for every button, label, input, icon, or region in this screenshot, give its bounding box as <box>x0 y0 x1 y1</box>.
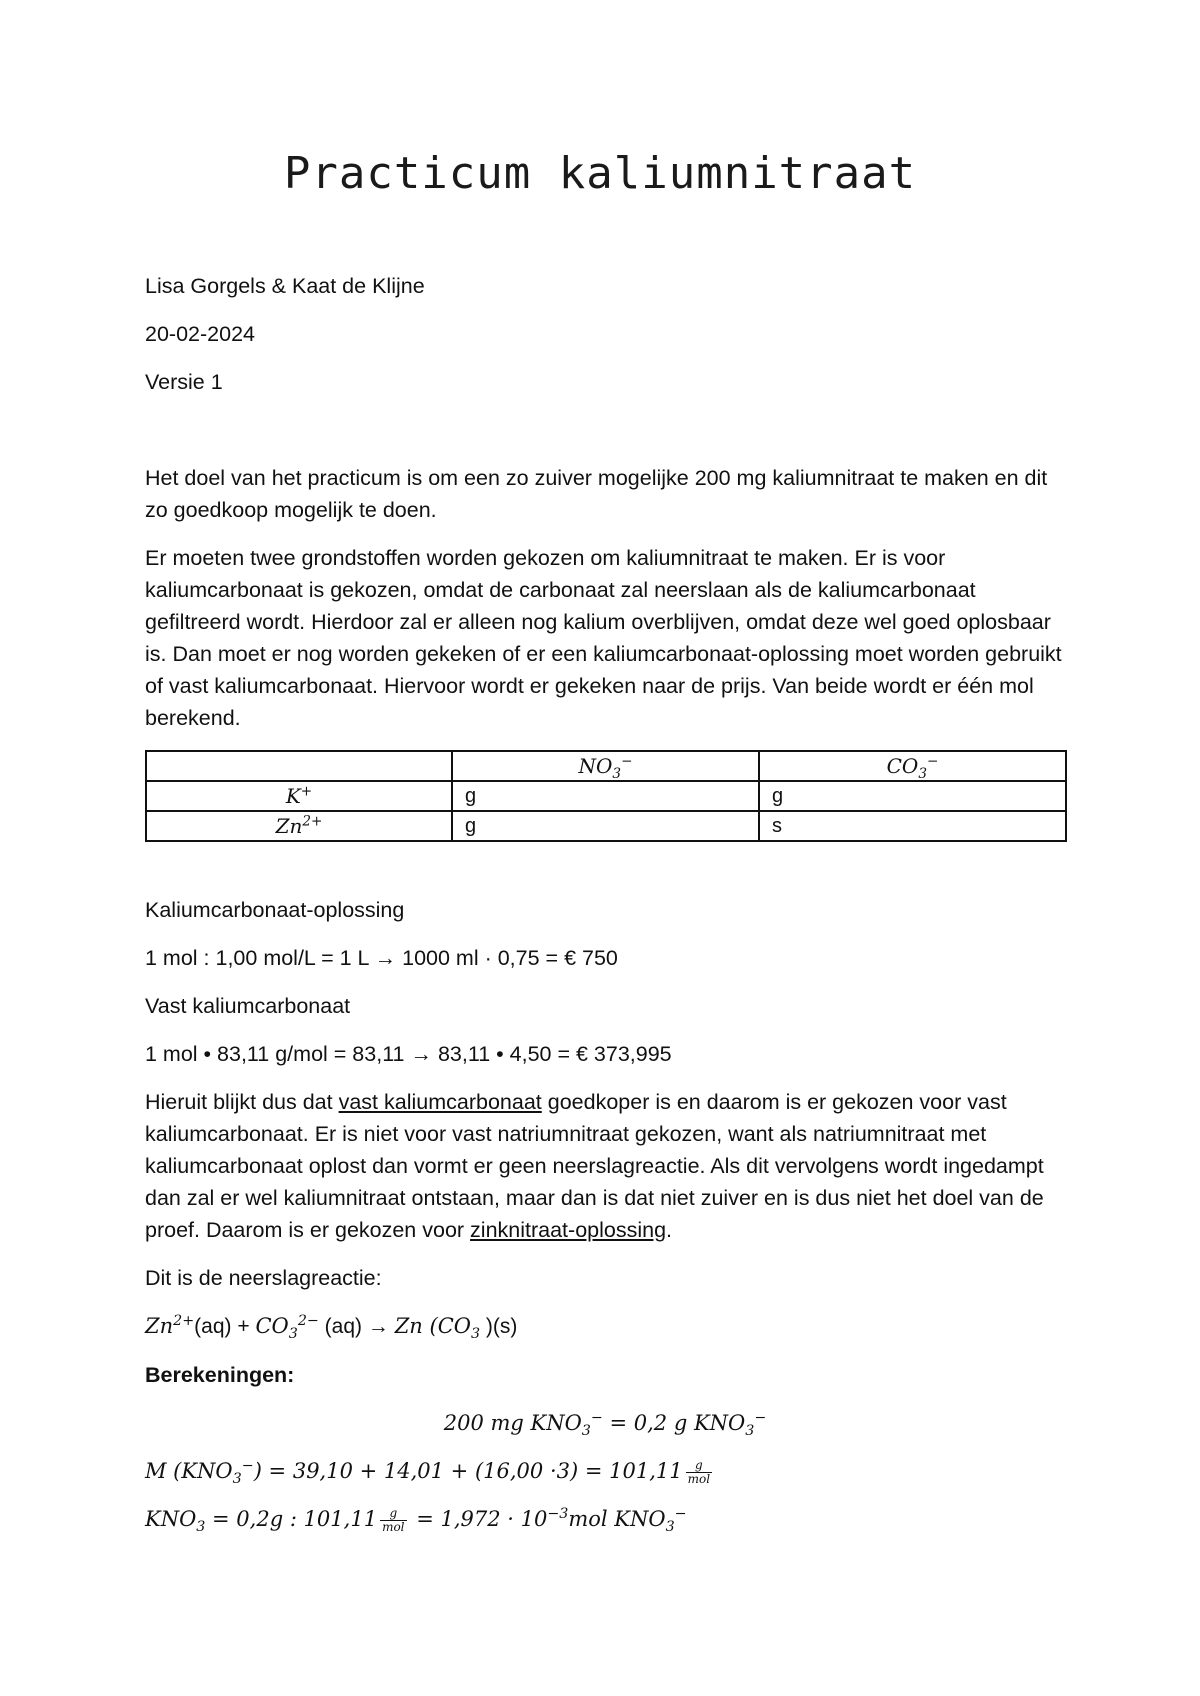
table-cell: g <box>452 781 759 811</box>
fraction: $\frac{g}{\text{mol}}$ <box>382 1506 405 1534</box>
raw-materials-paragraph: Er moeten twee grondstoffen worden gekozen om kaliumnitraat te maken. Er is voor kaliumcarbonaat is gekozen, omdat de carbonaat zal neerslaan als de kaliumcarbonaat gefiltreerd wordt. Hierdoor zal er alleen nog kalium overblijven, omdat deze wel goed oplosbaar is. Dan moet er nog worden gekeken of er een kaliumcarbonaat-oplossing moet worden gebruikt of vast kaliumcarbonaat. Hiervoor wordt er gekeken naar de prijs. Van beide wordt er één mol berekend. <box>145 546 1062 730</box>
fraction: $\frac{g}{\text{mol}}$ <box>687 1458 711 1486</box>
table-row-header-potassium: K+ <box>146 781 452 811</box>
table-row <box>146 811 1066 841</box>
table-cell: g <box>452 811 759 841</box>
intro-paragraph: Het doel van het practicum is om een zo zuiver mogelijke 200 mg kaliumnitraat te maken en dit zo goedkoop mogelijk te doen. <box>145 466 1048 522</box>
table-corner-cell <box>146 751 452 781</box>
calculations-heading: Berekeningen: <box>145 1363 295 1387</box>
date: 20-02-2024 <box>145 322 255 346</box>
solid-heading: Vast kaliumcarbonaat <box>145 994 351 1018</box>
table-row <box>146 751 1066 781</box>
reaction-equation: $Zn^{2+}(aq) + CO_3^{2-}$ (aq) → Zn ($CO_3$ )(s) <box>145 1313 518 1343</box>
authors: Lisa Gorgels & Kaat de Klijne <box>145 274 425 298</box>
equation-molar-mass: M $(KNO_3^-) = 39,10 + 14,01 + (16,00 \cdot 3) = 101,11$ $\frac{g}{\text{mol}}$ <box>145 1458 711 1488</box>
conclusion-paragraph: Hieruit blijkt dus dat vast kaliumcarbonaat goedkoper is en daarom is er gekozen voor vast kaliumcarbonaat. Er is niet voor vast natriumnitraat gekozen, want als natriumnitraat met kaliumcarbonaat oplost dan vormt er geen neerslagreactie. Als dit vervolgens wordt ingedampt dan zal er wel kaliumnitraat ontstaan, maar dan is dat niet zuiver en is dus niet het doel van de proef. Daarom is er gekozen voor zinknitraat-oplossing. <box>145 1090 1044 1242</box>
solubility-table <box>145 750 1067 842</box>
table-row <box>146 781 1066 811</box>
solution-heading: Kaliumcarbonaat-oplossing <box>145 898 405 922</box>
table-header-carbonate: $CO_3^-$ <box>759 751 1066 781</box>
underlined-term: zinknitraat-oplossing <box>470 1218 667 1242</box>
solid-calculation: 1 mol • 83,11 g/mol = 83,11 → 83,11 • 4,50 = € 373,995 <box>145 1042 672 1066</box>
solution-calculation: 1 mol : 1,00 mol/L = 1 L → 1000 ml · 0,75 = € 750 <box>145 946 618 970</box>
table-row-header-zinc: $Zn^{2+}$ <box>146 811 452 841</box>
equation-mass: 200 mg $KNO_3^- = 0,2$ g $KNO_3^-$ <box>443 1410 767 1440</box>
document-title: Practicum kaliumnitraat <box>283 148 917 199</box>
version: Versie 1 <box>145 370 223 394</box>
underlined-term: vast kaliumcarbonaat <box>338 1090 542 1114</box>
equation-moles: $KNO_3 = 0,2g$ : 101,11 $\frac{g}{\text{mol}}$ = $1,972 \cdot 10^{-3}mol$ $KNO_3^-$ <box>145 1506 687 1536</box>
table-header-nitrate: $NO_3^-$ <box>452 751 759 781</box>
document-body <box>145 270 1065 1551</box>
reaction-heading: Dit is de neerslagreactie: <box>145 1266 382 1290</box>
table-cell: g <box>759 781 1066 811</box>
table-cell: s <box>759 811 1066 841</box>
